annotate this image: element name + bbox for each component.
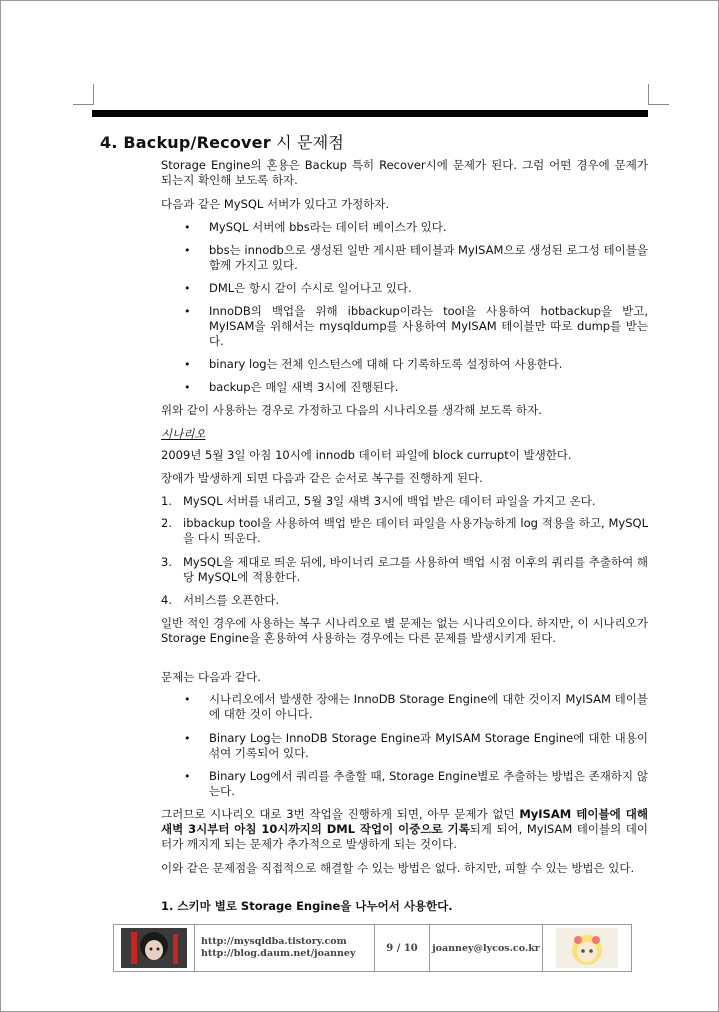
scenario-line: 장애가 발생하게 되면 다음과 같은 순서로 복구를 진행하게 된다.: [161, 471, 483, 485]
list-item: • bbs는 innodb으로 생성된 일반 게시판 테이블과 MyISAM으로 생성된 로그성 테이블을 함께 가지고 있다.: [184, 243, 648, 272]
mascot-image: [543, 925, 631, 971]
header-rule: [92, 110, 648, 117]
author-email[interactable]: joanney@lycos.co.kr: [430, 925, 543, 971]
list-item: • Binary Log는 InnoDB Storage Engine과 MyISAM Storage Engine에 대한 내용이 섞여 기록되어 있다.: [184, 731, 648, 760]
list-item: • InnoDB의 백업을 위해 ibbackup이라는 tool을 사용하여 hotbackup을 받고, MyISAM을 위해서는 mysqldump를 사용하여 MyISAM 테이블만 따로 dump를 받는다.: [184, 304, 648, 348]
conclusion-paragraph: 그러므로 시나리오 대로 3번 작업을 진행하게 되면, 아무 문제가 없던 MyISAM 테이블에 대해 새벽 3시부터 아침 10시까지의 DML 작업이 이중으로 기록되게 되어, MyISAM 테이블의 데이터가 깨지게 되는 문제가 추가적으로 발생하게 되는 것이다.: [161, 807, 649, 851]
list-item: • 시나리오에서 발생한 장애는 InnoDB Storage Engine에 대한 것이지 MyISAM 테이블에 대한 것이 아니다.: [184, 692, 648, 721]
blog-link[interactable]: http://mysqldba.tistory.com: [201, 936, 347, 947]
section-heading: 4. Backup/Recover 시 문제점: [100, 133, 345, 152]
problem-intro: 문제는 다음과 같다.: [161, 670, 261, 684]
list-item: • backup은 매일 새벽 3시에 진행된다.: [184, 380, 399, 394]
scenario-line: 2009년 5월 3일 아침 10시에 innodb 데이터 파일에 block currupt이 발생한다.: [161, 448, 572, 462]
step-item: 3. MySQL을 제대로 띄운 뒤에, 바이너리 로그를 사용하여 백업 시점 이후의 쿼리를 추출하여 해당 MySQL에 적용한다.: [161, 555, 648, 584]
crop-mark-top-right: [648, 84, 669, 105]
assume-paragraph: 다음과 같은 MySQL 서버가 있다고 가정하자.: [161, 197, 390, 211]
blog-link[interactable]: http://blog.daum.net/joanney: [201, 948, 356, 959]
no-direct-solution: 이와 같은 문제점을 직접적으로 해결할 수 있는 방법은 없다. 하지만, 피할 수 있는 방법은 있다.: [161, 861, 635, 875]
list-item: • Binary Log에서 쿼리를 추출할 때, Storage Engine별로 추출하는 방법은 존재하지 않는다.: [184, 769, 648, 798]
step-item: 4. 서비스를 오픈한다.: [161, 593, 280, 607]
step-item: 2. ibbackup tool을 사용하여 백업 받은 데이터 파일을 사용가능하게 log 적용을 하고, MySQL을 다시 띄운다.: [161, 516, 648, 545]
scenario-intro: 위와 같이 사용하는 경우로 가정하고 다음의 시나리오를 생각해 보도록 하자.: [161, 403, 542, 417]
footer-links: [195, 925, 375, 971]
list-item: • DML은 항시 같이 수시로 일어나고 있다.: [184, 281, 412, 295]
step-item: 1. MySQL 서버를 내리고, 5월 3일 새벽 3시에 백업 받은 데이터 파일을 가지고 온다.: [161, 494, 596, 508]
author-avatar: [114, 925, 195, 971]
page-number: 9 / 10: [375, 925, 430, 971]
intro-paragraph: Storage Engine의 혼용은 Backup 특히 Recover시에 문제가 된다. 그럼 어떤 경우에 문제가 되는지 확인해 보도록 하자.: [161, 158, 648, 187]
list-item: • binary log는 전체 인스턴스에 대해 다 기록하도록 설정하여 사용한다.: [184, 357, 563, 371]
scenario-label: 시나리오: [161, 427, 206, 441]
list-item: • MySQL 서버에 bbs라는 데이터 베이스가 있다.: [184, 220, 447, 234]
crop-mark-top-left: [73, 84, 94, 105]
page-footer: [113, 924, 632, 972]
solution-heading: 1. 스키마 별로 Storage Engine을 나누어서 사용한다.: [161, 899, 453, 913]
analysis-paragraph: 일반 적인 경우에 사용하는 복구 시나리오로 별 문제는 없는 시나리오이다. 하지만, 이 시나리오가 Storage Engine을 혼용하여 사용하는 경우에는 다른 문제를 발생시키게 된다.: [161, 616, 648, 645]
